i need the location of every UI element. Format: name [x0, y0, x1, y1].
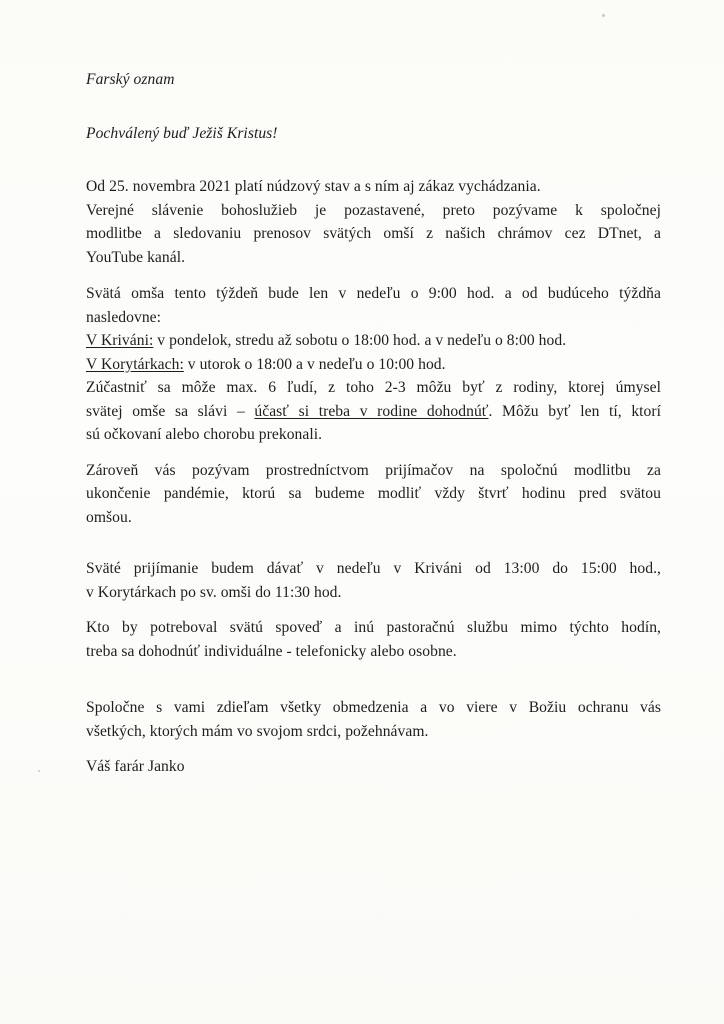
- text-line: [86, 400, 661, 424]
- text-line: ukončenie pandémie, ktorú sa budeme modliť vždy štvrť hodinu pred svätou: [86, 485, 661, 502]
- underlined-note: účasť si treba v rodine dohodnúť: [254, 402, 489, 420]
- text-line: modlitbe a sledovaniu prenosov svätých omší z našich chrámov cez DTnet, a: [86, 225, 661, 242]
- text-line: nasledovne:: [86, 308, 162, 326]
- text-line: omšou.: [86, 508, 132, 526]
- text-segment: svätej omše sa slávi –: [86, 402, 255, 420]
- text-line: Verejné slávenie bohoslužieb je pozastavené, preto pozývame k spoločnej: [86, 201, 661, 219]
- greeting: Pochválený buď Ježiš Kristus!: [86, 124, 278, 142]
- paragraph-mass-schedule: [86, 282, 661, 447]
- schedule-krivan: [86, 329, 661, 353]
- text-segment: . Môžu byť len tí, ktorí: [488, 402, 662, 420]
- schedule-text: v utorok o 18:00 a v nedeľu o 10:00 hod.: [183, 355, 446, 373]
- paragraph-prayer: [86, 459, 661, 530]
- text-line: Sväté prijímanie budem dávať v nedeľu v Kriváni od 13:00 do 15:00 hod.,: [86, 560, 661, 577]
- scan-speck: [602, 14, 605, 17]
- location-label-krivan: V Kriváni:: [86, 332, 154, 349]
- paragraph-blessing: [86, 696, 661, 743]
- document-title: Farský oznam: [86, 71, 175, 88]
- schedule-text: v pondelok, stredu až sobotu o 18:00 hod. a v nedeľu o 8:00 hod.: [153, 332, 567, 349]
- text-line: Spoločne s vami zdieľam všetky obmedzenia a vo viere v Božiu ochranu vás: [86, 699, 661, 716]
- schedule-korytarky: [86, 353, 661, 377]
- text-line: Svätá omša tento týždeň bude len v nedeľu o 9:00 hod. a od budúceho týždňa: [86, 285, 661, 302]
- text-line: sú očkovaní alebo chorobu prekonali.: [86, 426, 323, 443]
- text-line: treba sa dohodnúť individuálne - telefonicky alebo osobne.: [86, 642, 457, 660]
- paragraph-communion: [86, 557, 661, 604]
- announcement-text: [86, 68, 661, 779]
- text-line: v Korytárkach po sv. omši do 11:30 hod.: [86, 583, 342, 601]
- text-line: všetkých, ktorých mám vo svojom srdci, požehnávam.: [86, 722, 429, 740]
- text-line: Od 25. novembra 2021 platí núdzový stav a s ním aj zákaz vychádzania.: [86, 178, 541, 195]
- paragraph-confession: [86, 616, 661, 663]
- text-line: Zároveň vás pozývam prostredníctvom prijímačov na spoločnú modlitbu za: [86, 461, 661, 479]
- text-line: YouTube kanál.: [86, 248, 186, 266]
- location-label-korytarky: V Korytárkach:: [86, 355, 184, 373]
- signature: Váš farár Janko: [86, 758, 185, 775]
- paragraph-emergency: [86, 175, 661, 269]
- text-line: Kto by potreboval svätú spoveď a inú pastoračnú službu mimo týchto hodín,: [86, 619, 661, 636]
- text-line: Zúčastniť sa môže max. 6 ľudí, z toho 2-3 môžu byť z rodiny, ktorej úmysel: [86, 379, 661, 396]
- scan-speck: [38, 770, 40, 772]
